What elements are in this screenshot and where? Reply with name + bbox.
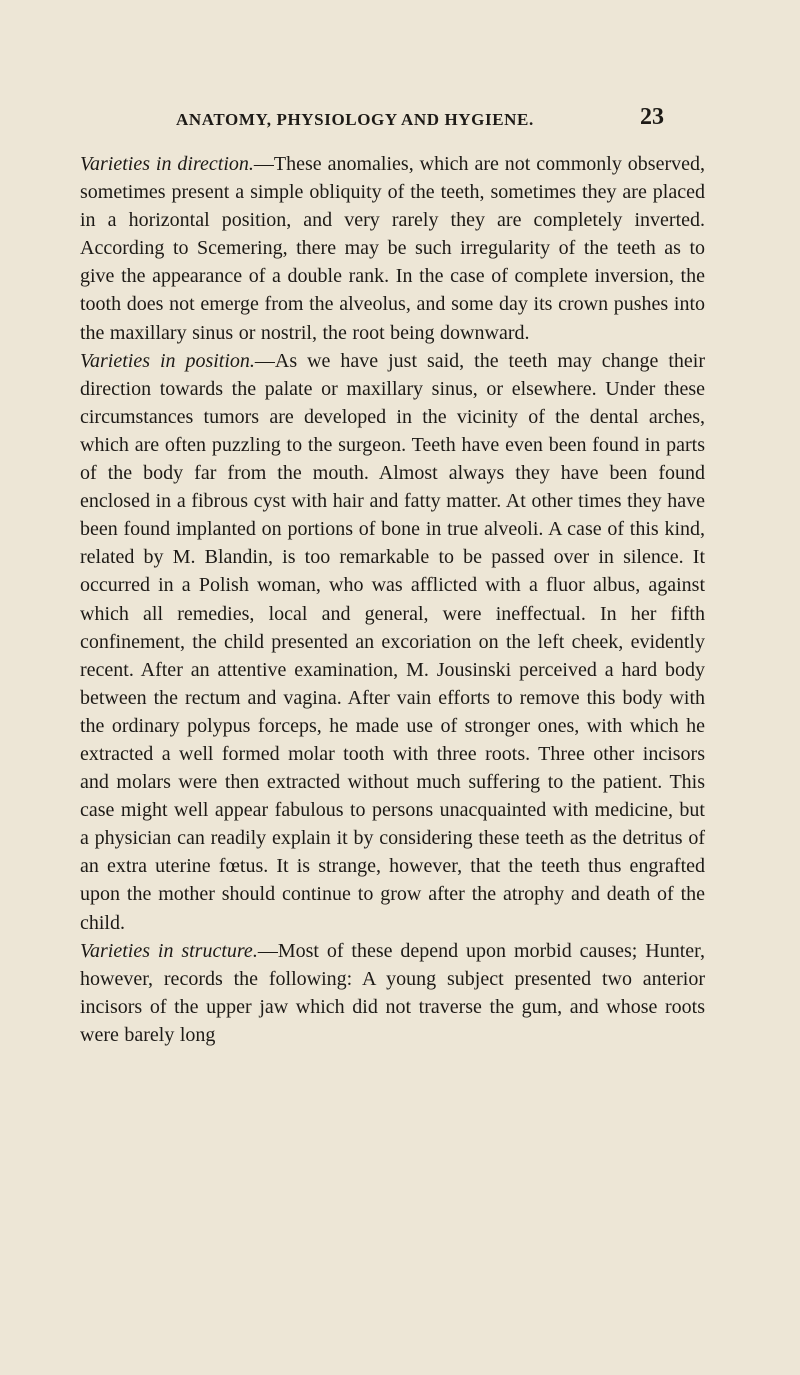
paragraph-direction [80,150,705,347]
paragraph-lead: Varieties in direction. [80,153,254,175]
paragraph-lead: Varieties in position. [80,349,255,372]
paragraph-lead: Varieties in structure. [80,939,258,962]
paragraph-text: —As we have just said, the teeth may change their direction towards the palate or maxillary sinus, or elsewhere. Under these circumstances tumors are developed in the vicinity of the dental arches, which are often puzzling to the surgeon. Teeth have even been found in parts of the body far from the mouth. Almost always they have been found enclosed in a fibrous cyst with hair and fatty matter. At other times they have been found implanted on portions of bone in true alveoli. A case of this kind, related by M. Blandin, is too remarkable to be passed over in silence. It occurred in a Polish woman, who was afflicted with a fluor albus, against which all remedies, local and general, were ineffectual. In her fifth confinement, the child presented an excoriation on the left cheek, evidently recent. After an attentive examination, M. Jousinski perceived a hard body between the rectum and vagina. After vain efforts to remove this body with the ordinary polypus forceps, he made use of stronger ones, with which he extracted a well formed molar tooth with three roots. Three other incisors and molars were then extracted without much suffering to the patient. This case might well appear fabulous to persons unacquainted with medicine, but a physician can readily explain it by considering these teeth as the detritus of an extra uterine fœtus. It is strange, however, that the teeth thus engrafted upon the mother should continue to grow after the atrophy and death of the child. [80,349,705,934]
running-head [0,104,800,140]
running-title: ANATOMY, PHYSIOLOGY AND HYGIENE. [176,110,534,129]
body-text [80,150,705,1049]
page-number: 23 [640,104,664,130]
paragraph-text: —These anomalies, which are not commonly observed, sometimes present a simple obliquity of the teeth, sometimes they are placed in a horizontal position, and very rarely they are completely inverted. According to Scemering, there may be such irregularity of the teeth as to give the appearance of a double rank. In the case of complete inversion, the tooth does not emerge from the alveolus, and some day its crown pushes into the maxillary sinus or nostril, the root being downward. [80,153,705,344]
paragraph-position [80,347,705,937]
paragraph-text: —Most of these depend upon morbid causes; Hunter, however, records the following: A young subject presented two anterior incisors of the upper jaw which did not traverse the gum, and whose roots were barely long [80,939,705,1046]
paragraph-structure [80,937,705,1049]
